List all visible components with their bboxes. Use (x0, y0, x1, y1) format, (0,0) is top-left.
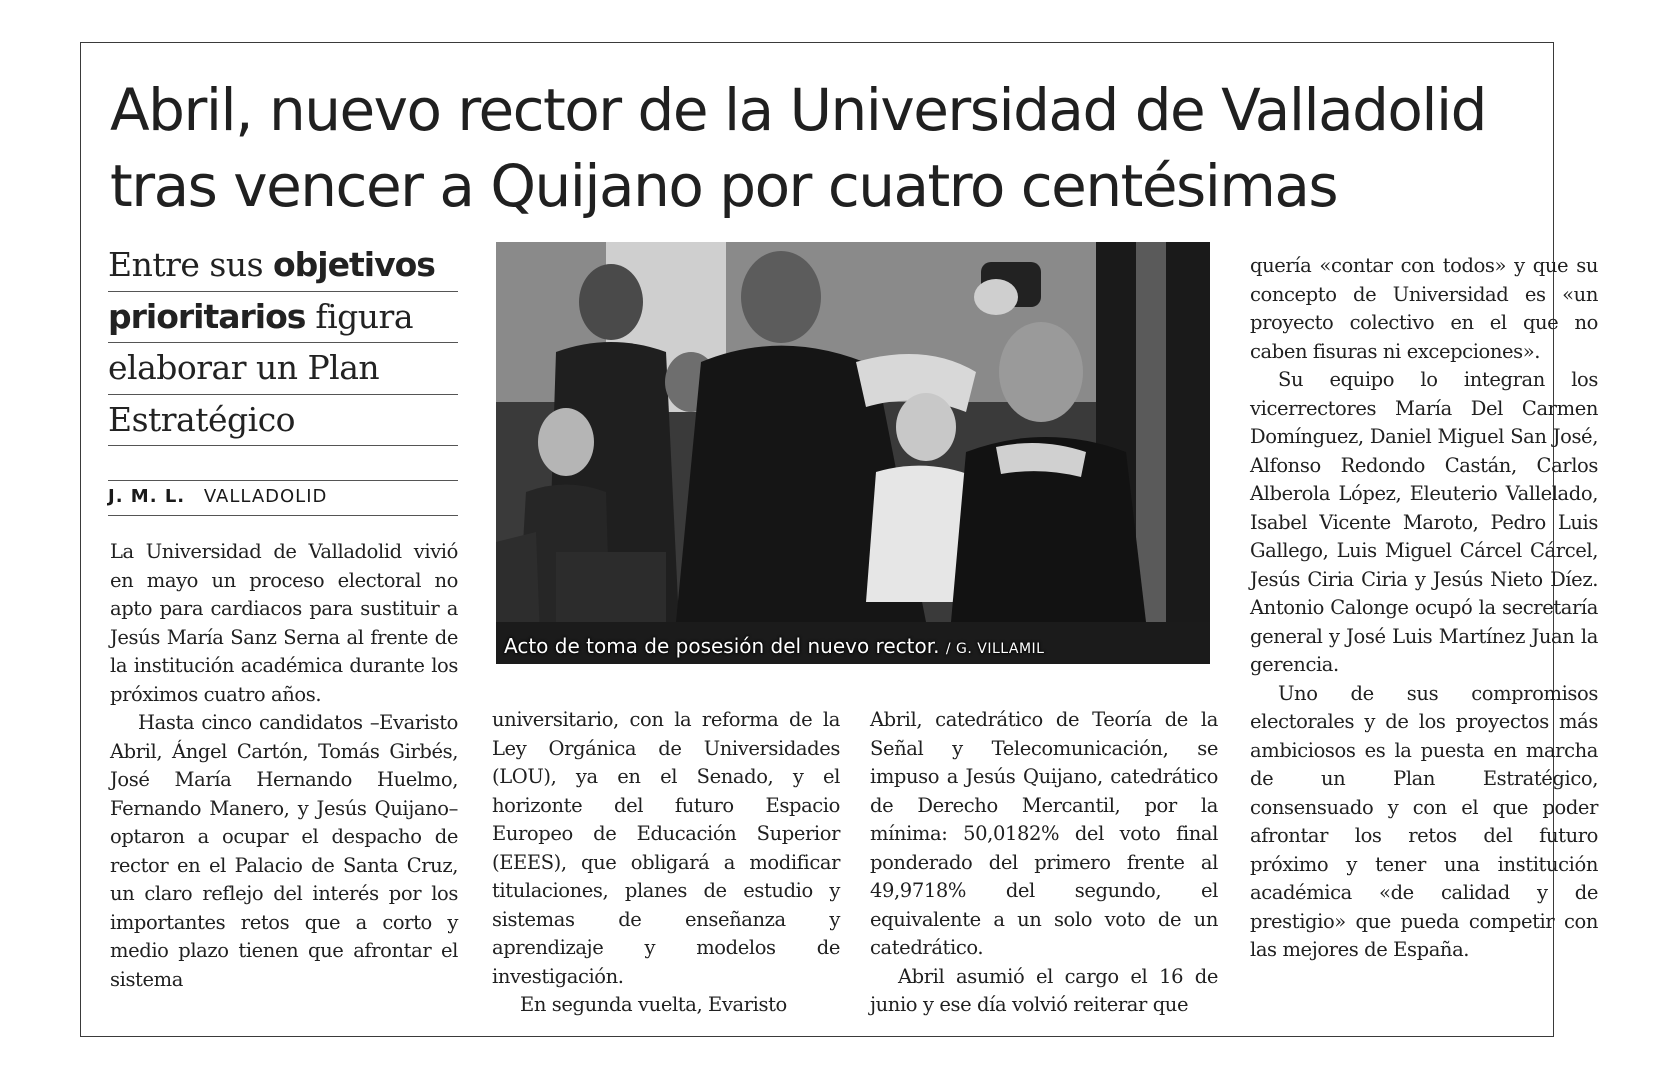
paragraph: Hasta cinco candidatos –Evaristo Abril, Ángel Cartón, Tomás Girbés, José María Hernando Huelmo, Fernando Manero, y Jesús Quijano– optaron a ocupar el despacho de rector en el Palacio de Santa Cruz, un claro reflejo del interés por los importantes retos que a corto y medio plazo tienen que afrontar el sistema (110, 711, 458, 991)
subheadline (108, 240, 458, 446)
byline-location: VALLADOLID (203, 486, 328, 507)
paragraph: Abril, catedrático de Teoría de la Señal y Telecomunicación, se impuso a Jesús Quijano, catedrático de Derecho Mercantil, por la mínima: 50,0182% del voto final ponderado del primero frente al 49,9718% del segundo, el equivalente a un solo voto de un catedrático. (870, 708, 1218, 959)
article-column-4 (1250, 252, 1598, 965)
headline-line-2: tras vencer a Quijano por cuatro centésimas (110, 152, 1338, 220)
paragraph: La Universidad de Valladolid vivió en mayo un proceso electoral no apto para cardiacos para sustituir a Jesús María Sanz Serna al frente de la institución académica durante los próximos cuatro años. (110, 540, 458, 706)
photo-caption (504, 634, 1044, 658)
caption-text: Acto de toma de posesión del nuevo rector. (504, 634, 940, 658)
paragraph: Su equipo lo integran los vicerrectores María Del Carmen Domínguez, Daniel Miguel San José, Alfonso Redondo Castán, Carlos Alberola López, Eleuterio Vallelado, Isabel Vicente Maroto, Pedro Luis Gallego, Luis Miguel Cárcel Cárcel, Jesús Ciria Ciria y Jesús Nieto Díez. Antonio Calonge ocupó la secretaría general y José Luis Martínez Juan la gerencia. (1250, 368, 1598, 676)
byline (108, 480, 458, 516)
paragraph: Abril asumió el cargo el 16 de junio y ese día volvió reiterar que (870, 964, 1218, 1016)
subhead-text-1: Entre sus (108, 245, 274, 284)
ceremony-photo-illustration (496, 242, 1210, 664)
headline (110, 72, 1540, 224)
byline-author: J. M. L. (108, 486, 186, 507)
news-photo (496, 242, 1210, 664)
photo-credit: / G. VILLAMIL (945, 641, 1045, 657)
paragraph: universitario, con la reforma de la Ley Orgánica de Universidades (LOU), ya en el Senado, y el horizonte del futuro Espacio Europeo de Educación Superior (EEES), que obligará a modificar titulaciones, planes de estudio y sistemas de enseñanza y aprendizaje y modelos de investigación. (492, 708, 840, 988)
paragraph: Uno de sus compromisos electorales y de los proyectos más ambiciosos es la puesta en marcha de un Plan Estratégico, consensuado y con el que poder afrontar los retos del futuro próximo y tener una institución académica «de calidad y de prestigio» que pueda competir con las mejores de España. (1250, 681, 1598, 961)
subhead-bold-2: prioritarios (108, 296, 306, 336)
subhead-text-2: figura (305, 296, 414, 336)
subhead-line-4: Estratégico (108, 395, 458, 447)
subhead-line-1 (108, 240, 458, 292)
article-column-3 (870, 706, 1218, 1020)
article-column-2 (492, 706, 840, 1020)
paragraph: En segunda vuelta, Evaristo (520, 993, 787, 1016)
subhead-bold-1: objetivos (273, 245, 435, 284)
subhead-line-3: elaborar un Plan (108, 343, 458, 395)
paragraph: quería «contar con todos» y que su concepto de Universidad es «un proyecto colectivo en el que no caben fisuras ni excepciones». (1250, 254, 1598, 363)
article-column-1 (110, 538, 458, 994)
headline-line-1: Abril, nuevo rector de la Universidad de Valladolid (110, 76, 1486, 144)
subhead-line-2 (108, 292, 458, 344)
